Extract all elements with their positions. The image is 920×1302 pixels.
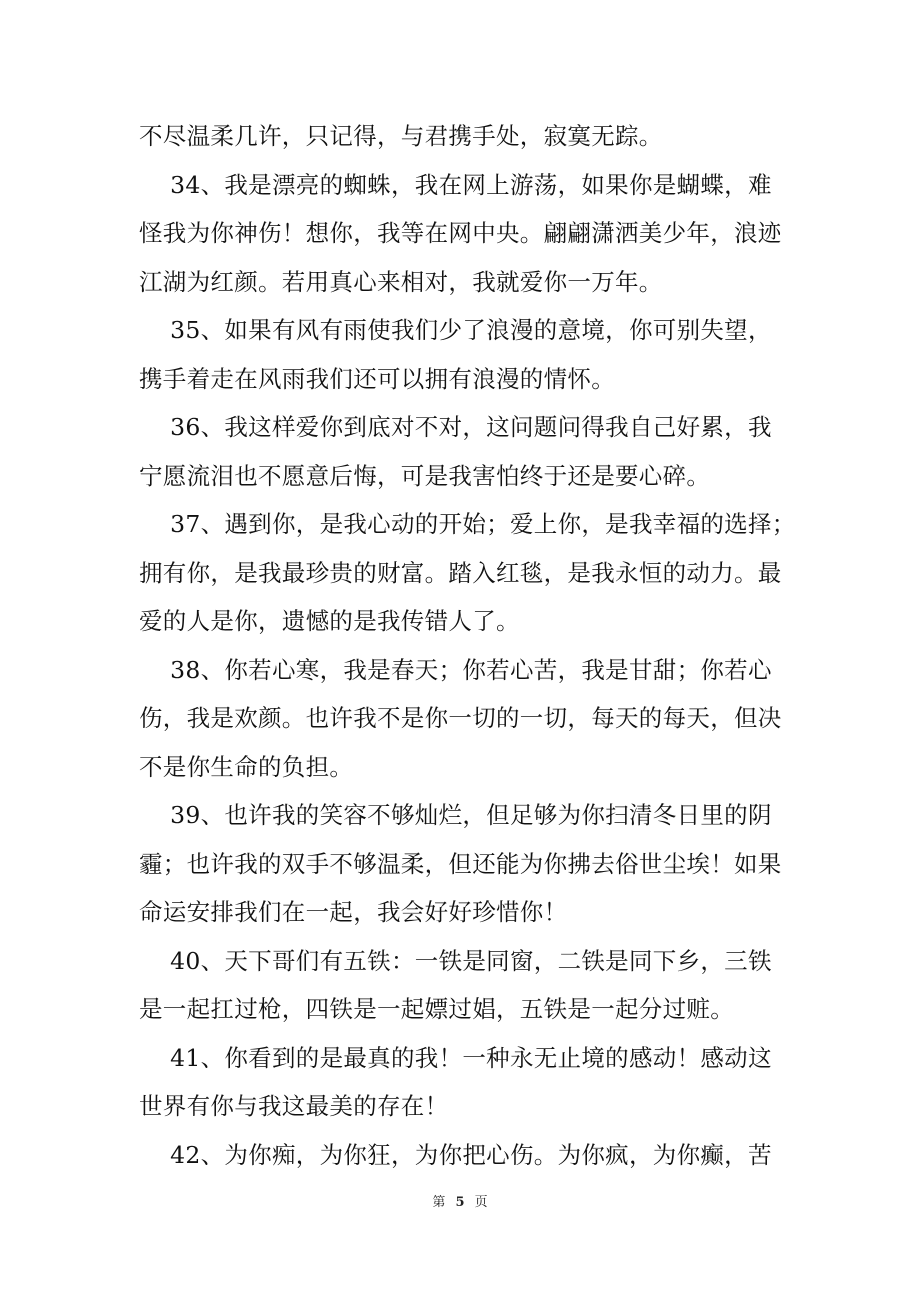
text-line: 怪我为你神伤！想你，我等在网中央。翩翩潇洒美少年，浪迹 [139,219,782,247]
text-line: 不是你生命的负担。 [139,752,354,781]
text-line: 爱的人是你，遗憾的是我传错人了。 [139,607,520,635]
text-line: 是一起扛过枪，四铁是一起嫖过娼，五铁是一起分过赃。 [139,995,734,1023]
text-line: 携手着走在风雨我们还可以拥有浪漫的情怀。 [139,364,615,393]
text-line: 38、你若心寒，我是春天；你若心苦，我是甘甜；你若心 [139,655,772,684]
page-number: 5 [455,1195,465,1210]
text-line: 世界有你与我这最美的存在！ [139,1092,449,1120]
text-line: 江湖为红颜。若用真心来相对，我就爱你一万年。 [139,267,663,296]
text-line: 宁愿流泪也不愿意后悔，可是我害怕终于还是要心碎。 [139,461,711,490]
text-line: 拥有你，是我最珍贵的财富。踏入红毯，是我永恒的动力。最 [139,558,782,587]
document-body [139,112,796,1179]
text-line: 37、遇到你，是我心动的开始；爱上你，是我幸福的选择； [139,510,796,538]
text-line: 40、天下哥们有五铁：一铁是同窗，二铁是同下乡，三铁 [139,946,772,975]
text-line: 42、为你痴，为你狂，为你把心伤。为你疯，为你癫，苦 [139,1140,772,1169]
text-line: 命运安排我们在一起，我会好好珍惜你！ [139,898,568,926]
text-line: 伤，我是欢颜。也许我不是你一切的一切，每天的每天，但决 [139,704,782,732]
text-line: 不尽温柔几许，只记得，与君携手处，寂寞无踪。 [139,122,663,150]
text-line: 41、你看到的是最真的我！一种永无止境的感动！感动这 [139,1043,772,1072]
page-label-suffix: 页 [474,1195,488,1210]
text-line: 霾；也许我的双手不够温柔，但还能为你拂去俗世尘埃！如果 [139,849,782,878]
page-label-prefix: 第 [432,1195,446,1210]
text-line: 39、也许我的笑容不够灿烂，但足够为你扫清冬日里的阴 [139,801,772,829]
text-line: 34、我是漂亮的蜘蛛，我在网上游荡，如果你是蝴蝶，难 [139,170,772,199]
page-footer [0,1191,920,1210]
text-line: 35、如果有风有雨使我们少了浪漫的意境，你可别失望， [139,316,772,344]
text-line: 36、我这样爱你到底对不对，这问题问得我自己好累，我 [139,413,772,441]
